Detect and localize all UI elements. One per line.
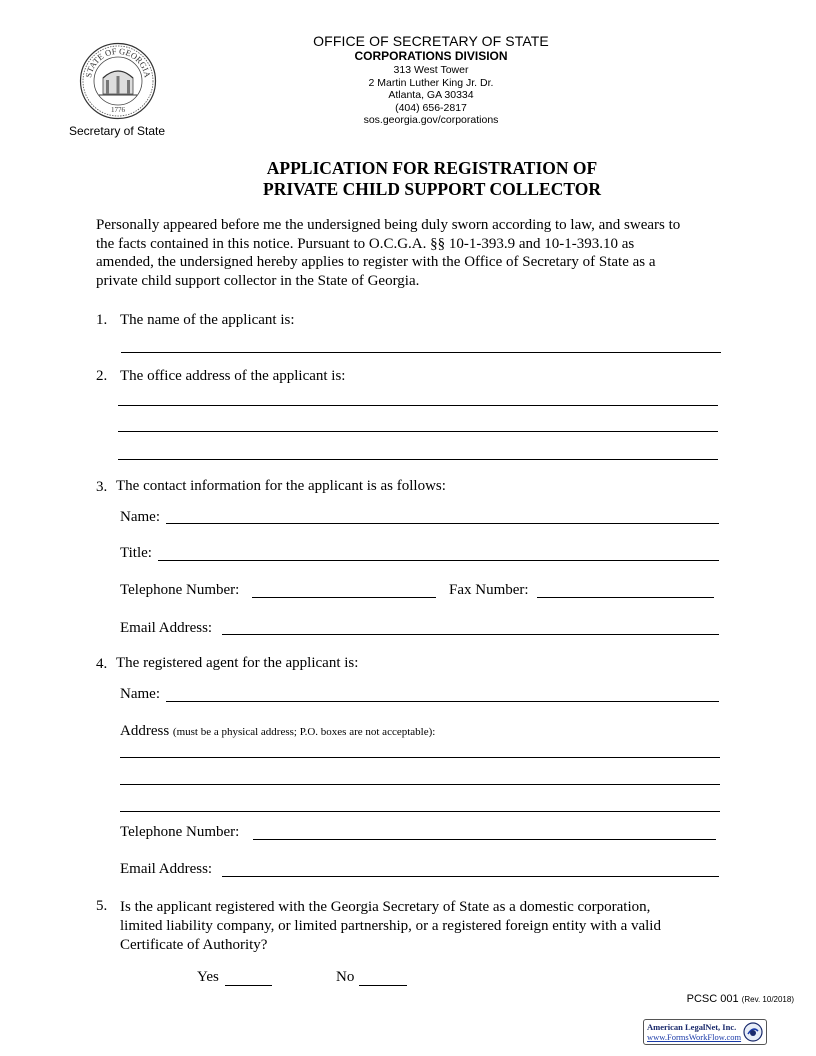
form-revision: (Rev. 10/2018): [741, 995, 794, 1004]
q1-number: 1.: [96, 312, 108, 328]
address-website: sos.georgia.gov/corporations: [363, 114, 499, 126]
intro-line: the facts contained in this notice. Pursuant to O.C.G.A. §§ 10-1-393.9 and 10-1-393.10 as: [96, 235, 635, 252]
q4-email-label: Email Address:: [120, 861, 213, 877]
q4-name-label: Name:: [120, 686, 160, 702]
badge-logo-icon: [743, 1022, 763, 1042]
q4-number: 4.: [96, 656, 108, 672]
q3-telephone-label: Telephone Number:: [120, 582, 240, 598]
yes-answer-line[interactable]: [225, 985, 272, 986]
q5-line: limited liability company, or limited partnership, or a registered foreign entity with a valid: [120, 918, 661, 934]
form-title-line-1: APPLICATION FOR REGISTRATION OF: [266, 158, 598, 178]
division-heading: CORPORATIONS DIVISION: [354, 49, 508, 63]
intro-line: amended, the undersigned hereby applies to register with the Office of Secretary of State as a: [96, 254, 656, 270]
office-address-line-2[interactable]: [118, 431, 718, 432]
agent-address-line-3[interactable]: [120, 811, 720, 812]
form-code: [687, 993, 794, 1005]
contact-name-line[interactable]: [166, 523, 719, 524]
intro-line: Personally appeared before me the undersigned being duly sworn according to law, and swears to: [96, 217, 681, 233]
applicant-name-line[interactable]: [121, 352, 721, 353]
badge-name: American LegalNet, Inc.: [647, 1022, 737, 1032]
agent-address-line-1[interactable]: [120, 757, 720, 758]
office-heading: OFFICE OF SECRETARY OF STATE: [313, 33, 549, 49]
q3-fax-label: Fax Number:: [449, 582, 529, 598]
q5-number: 5.: [96, 898, 108, 914]
q3-number: 3.: [96, 479, 108, 495]
q2-number: 2.: [96, 368, 108, 384]
intro-line: private child support collector in the State of Georgia.: [96, 272, 420, 289]
address-line: 313 West Tower: [393, 64, 469, 76]
contact-fax-line[interactable]: [537, 597, 714, 598]
contact-telephone-line[interactable]: [252, 597, 436, 598]
q4-telephone-label: Telephone Number:: [120, 824, 240, 840]
q5-line: Certificate of Authority?: [120, 937, 268, 953]
americanlegalnet-badge[interactable]: [643, 1019, 767, 1045]
seal-top-text: STATE OF GEORGIA: [83, 45, 153, 79]
q4-text: The registered agent for the applicant is:: [116, 655, 359, 671]
intro-paragraph: [96, 216, 736, 290]
q3-email-label: Email Address:: [120, 620, 213, 636]
address-phone: (404) 656-2817: [395, 101, 467, 114]
address-line: 2 Martin Luther King Jr. Dr.: [368, 76, 494, 89]
address-note: (must be a physical address; P.O. boxes are not acceptable):: [172, 726, 436, 738]
seal-year: 1776: [111, 106, 125, 114]
address-line: Atlanta, GA 30334: [388, 89, 474, 101]
q2-text: The office address of the applicant is:: [120, 368, 346, 384]
q1-text: The name of the applicant is:: [120, 312, 295, 328]
q3-name-label: Name:: [120, 509, 160, 525]
agent-address-line-2[interactable]: [120, 784, 720, 785]
yes-label: Yes: [197, 969, 219, 985]
badge-url[interactable]: www.FormsWorkFlow.com: [647, 1032, 742, 1042]
q5-text: [120, 898, 661, 955]
agent-name-line[interactable]: [166, 701, 719, 702]
office-address-line-1[interactable]: [118, 405, 718, 406]
form-title-line-2: PRIVATE CHILD SUPPORT COLLECTOR: [263, 179, 601, 199]
no-answer-line[interactable]: [359, 985, 407, 986]
form-code-number: PCSC 001: [686, 993, 739, 1005]
q3-text: The contact information for the applicant is as follows:: [116, 478, 446, 494]
address-label: Address: [120, 723, 170, 739]
office-address: [0, 64, 816, 127]
q3-title-label: Title:: [120, 545, 152, 561]
agent-telephone-line[interactable]: [253, 839, 716, 840]
contact-email-line[interactable]: [222, 634, 719, 635]
seal-caption: Secretary of State: [69, 124, 166, 138]
no-label: No: [336, 969, 355, 985]
q4-address-label: [120, 723, 435, 740]
q5-line: Is the applicant registered with the Georgia Secretary of State as a domestic corporation,: [120, 899, 651, 915]
contact-title-line[interactable]: [158, 560, 719, 561]
agent-email-line[interactable]: [222, 876, 719, 877]
office-address-line-3[interactable]: [118, 459, 718, 460]
